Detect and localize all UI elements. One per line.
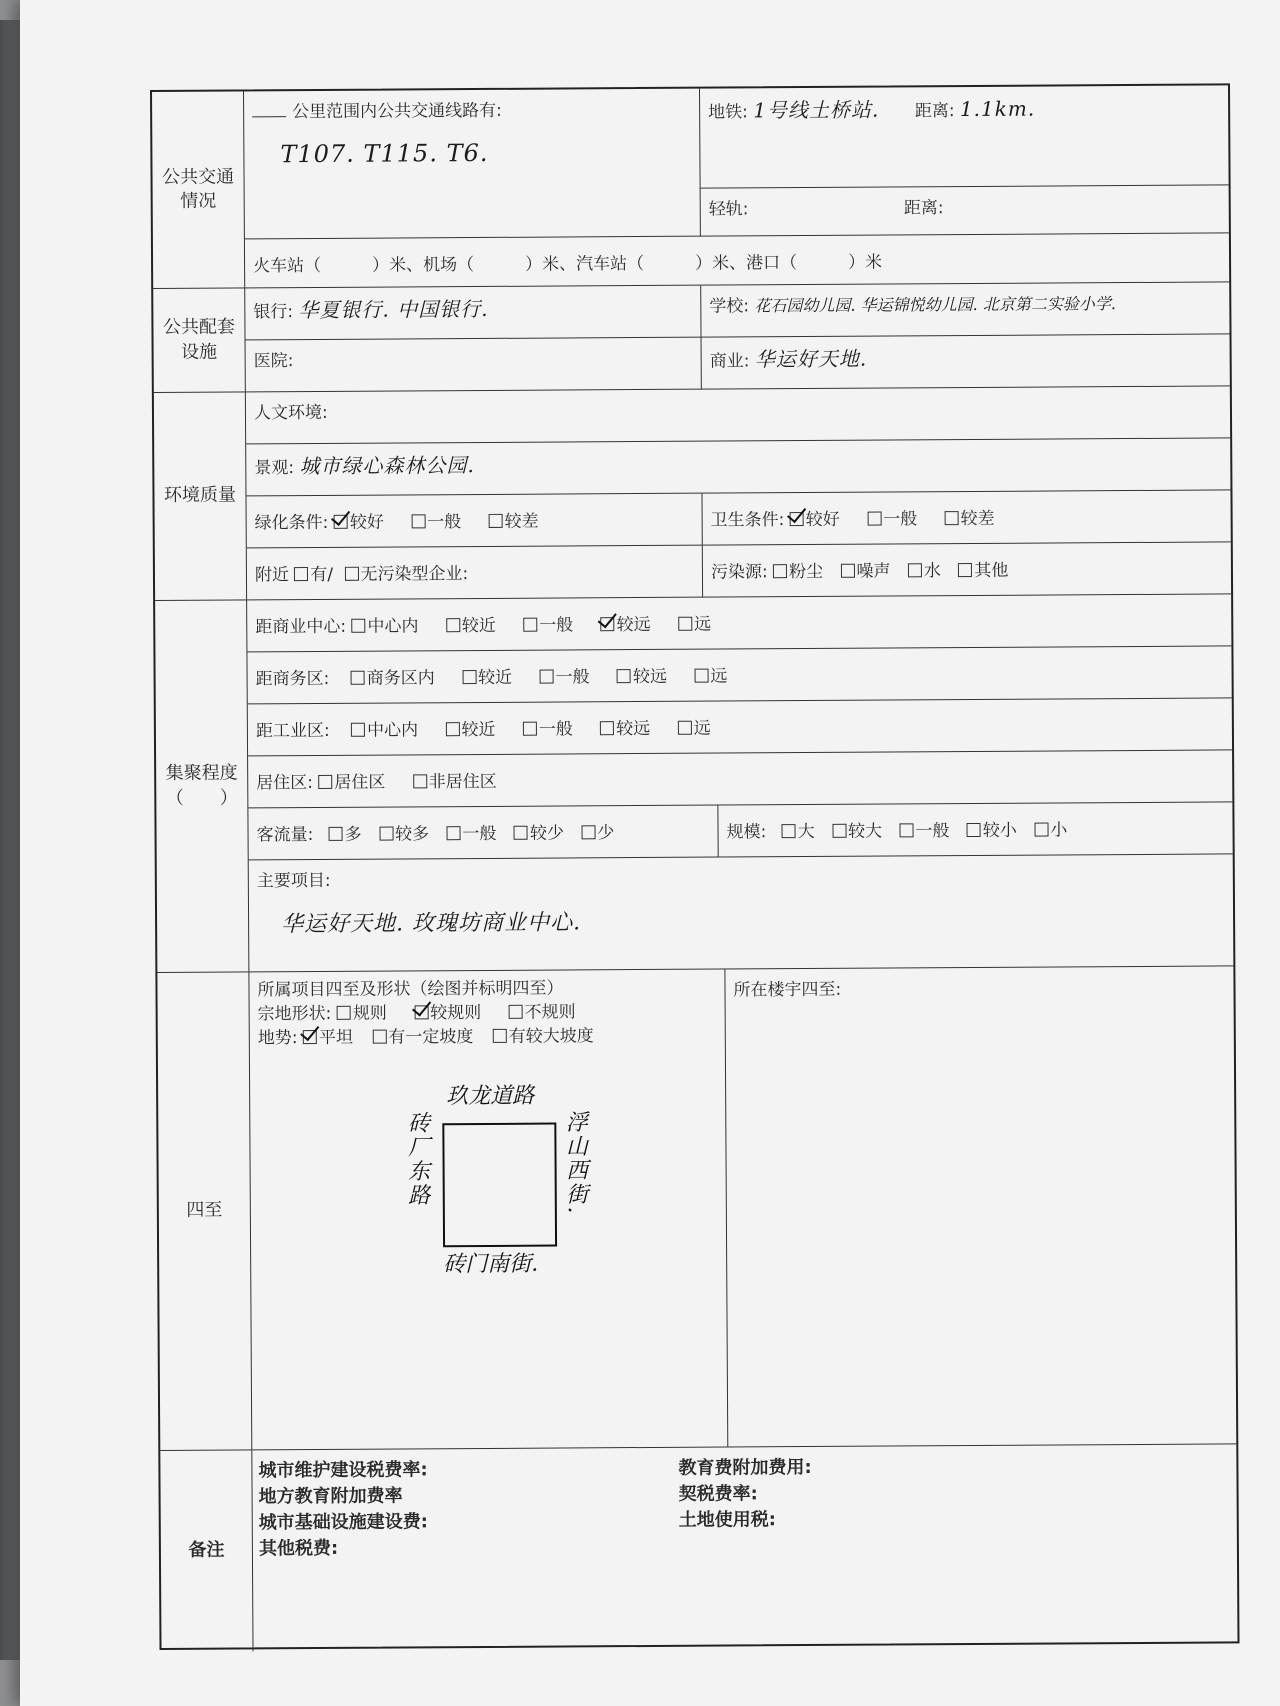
- nearby-option-has[interactable]: 有/: [294, 560, 333, 585]
- checkbox-icon: [351, 723, 365, 737]
- checkbox-icon: [411, 514, 425, 528]
- checkbox-icon: [908, 563, 922, 577]
- greening-option-poor[interactable]: 较差: [489, 507, 539, 532]
- culture-label: 人文环境:: [253, 402, 328, 424]
- business-option[interactable]: 商务区内: [351, 663, 435, 689]
- row-remarks: [160, 1444, 1237, 1652]
- checkbox-icon: [351, 671, 365, 685]
- hospital-label: 医院:: [253, 351, 294, 372]
- row-boundaries: [157, 966, 1236, 1451]
- stations-text: 火车站（ ）米、机场（ ）米、汽车站（ ）米、港口（ ）米: [253, 252, 883, 277]
- hygiene-option-good[interactable]: 较好: [790, 505, 840, 530]
- greening-cell: [246, 494, 702, 549]
- remarks-grid: [252, 1444, 1237, 1651]
- parcel-outline: [442, 1123, 557, 1248]
- checkbox-icon: [413, 774, 427, 788]
- shape-option[interactable]: 规则: [337, 1002, 387, 1026]
- business-district-cell: [247, 646, 1231, 704]
- environment-label: 环境质量: [154, 392, 247, 600]
- light-rail-label: 轻轨:: [708, 199, 749, 220]
- landscape-label: 景观:: [254, 458, 295, 479]
- checkbox-icon: [617, 669, 631, 683]
- survey-form: [150, 83, 1240, 1650]
- facilities-label: 公共配套 设施: [153, 288, 246, 392]
- checkbox-icon: [337, 1006, 351, 1020]
- industrial-district-cell: [248, 698, 1232, 756]
- school-value: 花石园幼儿园. 华运锦悦幼儿园. 北京第二实验小学.: [754, 294, 1116, 316]
- boundaries-label: 四至: [157, 972, 252, 1450]
- remarks-label: 备注: [160, 1450, 253, 1652]
- scale-option[interactable]: 一般: [899, 816, 949, 841]
- business-option[interactable]: 较近: [462, 663, 512, 688]
- traffic-option[interactable]: 多: [329, 820, 362, 845]
- checkbox-icon: [899, 823, 913, 837]
- remark-item: 其他税费:: [258, 1537, 339, 1560]
- row-agglomeration: [155, 594, 1233, 973]
- building-boundaries-label: 所在楼宇四至:: [733, 979, 842, 1001]
- industrial-option[interactable]: 远: [678, 714, 711, 739]
- checkbox-icon: [958, 563, 972, 577]
- remark-item: 契税费率:: [678, 1483, 758, 1505]
- terrain-option-checked[interactable]: 平坦: [303, 1026, 353, 1050]
- bank-cell: [245, 286, 701, 341]
- bus-lines-label: 公里范围内公共交通线路有:: [292, 100, 502, 123]
- scale-option[interactable]: 较小: [967, 816, 1017, 841]
- pollution-option-dust[interactable]: 粉尘: [773, 557, 823, 582]
- nearby-label: 附近: [254, 565, 290, 586]
- greening-label: 绿化条件:: [254, 512, 329, 534]
- business-option[interactable]: 一般: [539, 662, 589, 687]
- residential-option[interactable]: 非居住区: [413, 767, 497, 793]
- remark-item: 地方教育附加费率: [258, 1485, 403, 1508]
- commerce-cell: [702, 334, 1230, 389]
- row-public-facilities: [153, 282, 1230, 393]
- shape-option-checked[interactable]: 较规则: [414, 1001, 481, 1025]
- school-cell: [701, 282, 1229, 337]
- transport-label: 公共交通 情况: [152, 91, 245, 288]
- checkbox-icon: [1034, 823, 1048, 837]
- checkbox-icon: [967, 823, 981, 837]
- checkbox-icon: [581, 825, 595, 839]
- industrial-option[interactable]: 一般: [523, 714, 573, 739]
- building-boundaries-cell: [725, 966, 1236, 1447]
- nearby-cell: [247, 546, 703, 601]
- row-public-transport: [152, 85, 1229, 289]
- metro-value: 1号线土桥站.: [753, 97, 880, 123]
- checkbox-checked-icon: [334, 515, 348, 529]
- residential-option[interactable]: 居住区: [318, 768, 385, 793]
- commerce-label: 商业:: [709, 351, 750, 372]
- commercial-option[interactable]: 一般: [523, 610, 573, 635]
- commercial-option-checked[interactable]: 较远: [601, 610, 651, 635]
- traffic-option[interactable]: 一般: [446, 819, 496, 844]
- landscape-cell: [246, 438, 1230, 496]
- traffic-option[interactable]: 少: [581, 818, 614, 843]
- shape-label: 宗地形状:: [257, 1003, 332, 1025]
- checkbox-icon: [840, 564, 854, 578]
- traffic-label: 客流量:: [256, 825, 314, 846]
- nearby-option-none[interactable]: 无污染型企业:: [344, 559, 468, 585]
- stations-cell: [245, 233, 1229, 288]
- bank-value: 华夏银行. 中国银行.: [298, 296, 489, 323]
- commercial-center-cell: [247, 594, 1231, 652]
- metro-distance-value: 1.1km.: [959, 96, 1036, 122]
- pollution-label: 污染源:: [710, 562, 768, 583]
- checkbox-icon: [379, 827, 393, 841]
- bus-lines-value: T107. T115. T6.: [280, 138, 489, 169]
- scale-option[interactable]: 小: [1034, 815, 1067, 840]
- commercial-center-label: 距商业中心:: [255, 616, 347, 638]
- project-boundaries-cell: [249, 970, 728, 1451]
- greening-option-good[interactable]: 较好: [334, 508, 384, 533]
- checkbox-icon: [945, 511, 959, 525]
- pollution-option-water[interactable]: 水: [908, 556, 941, 581]
- checkbox-icon: [523, 722, 537, 736]
- checkbox-icon: [489, 514, 503, 528]
- scale-label: 规模:: [726, 822, 767, 843]
- hygiene-option-average[interactable]: 一般: [867, 504, 917, 529]
- metro-label: 地铁:: [708, 102, 748, 123]
- remark-item: 土地使用税:: [678, 1509, 777, 1531]
- pollution-option-other[interactable]: 其他: [958, 556, 1008, 581]
- greening-option-average[interactable]: 一般: [411, 507, 461, 532]
- scale-cell: [718, 802, 1232, 857]
- pollution-cell: [703, 542, 1231, 597]
- industrial-option[interactable]: 较远: [600, 714, 650, 739]
- main-projects-cell: [249, 854, 1234, 972]
- bus-lines-cell: [244, 89, 701, 240]
- metro-cell: [700, 85, 1229, 188]
- bank-label: 银行:: [253, 302, 294, 323]
- business-option[interactable]: 远: [694, 661, 727, 686]
- checkbox-checked-icon: [601, 617, 615, 631]
- checkbox-icon: [446, 618, 460, 632]
- west-boundary: 砖厂东路: [404, 1111, 430, 1208]
- light-rail-cell: [701, 185, 1229, 236]
- terrain-option[interactable]: 有较大坡度: [493, 1024, 594, 1049]
- checkbox-icon: [372, 1030, 386, 1044]
- traffic-option[interactable]: 较多: [379, 819, 429, 844]
- hospital-cell: [246, 338, 702, 393]
- traffic-option[interactable]: 较少: [514, 818, 564, 843]
- shape-option[interactable]: 不规则: [509, 1000, 576, 1024]
- commerce-value: 华运好天地.: [754, 346, 868, 372]
- east-boundary: 浮山西街.: [562, 1110, 588, 1216]
- checkbox-checked-icon: [414, 1005, 428, 1019]
- checkbox-icon: [351, 619, 365, 633]
- business-option[interactable]: 较远: [617, 662, 667, 687]
- hygiene-label: 卫生条件:: [710, 510, 785, 531]
- main-projects-label: 主要项目:: [256, 870, 331, 892]
- terrain-label: 地势:: [257, 1028, 298, 1049]
- checkbox-checked-icon: [303, 1030, 317, 1044]
- commercial-option[interactable]: 远: [678, 610, 711, 635]
- terrain-option[interactable]: 有一定坡度: [372, 1025, 473, 1050]
- checkbox-icon: [514, 826, 528, 840]
- remark-item: 城市基础设施建设费:: [258, 1511, 429, 1534]
- remark-item: 城市维护建设税费率:: [258, 1459, 428, 1482]
- checkbox-icon: [493, 1029, 507, 1043]
- pollution-option-noise[interactable]: 噪声: [840, 556, 890, 581]
- checkbox-icon: [782, 824, 796, 838]
- landscape-value: 城市绿心森林公园.: [299, 453, 475, 479]
- commercial-option[interactable]: 较近: [446, 611, 496, 636]
- checkbox-icon: [318, 775, 332, 789]
- checkbox-icon: [678, 617, 692, 631]
- scale-option[interactable]: 大: [782, 817, 815, 842]
- residential-cell: [248, 750, 1232, 808]
- shape-line: [258, 1000, 717, 1027]
- boundaries-title: 所属项目四至及形状（绘图并标明四至）: [257, 978, 564, 1001]
- residential-label: 居住区:: [256, 773, 314, 794]
- industrial-district-label: 距工业区:: [255, 720, 330, 742]
- school-label: 学校:: [709, 296, 750, 317]
- checkbox-icon: [694, 669, 708, 683]
- checkbox-icon: [446, 826, 460, 840]
- checkbox-icon: [678, 721, 692, 735]
- row-environment: [154, 386, 1231, 601]
- checkbox-icon: [773, 564, 787, 578]
- terrain-line: [258, 1024, 717, 1051]
- scale-option[interactable]: 较大: [832, 817, 882, 842]
- hygiene-cell: [702, 490, 1230, 545]
- light-rail-distance-label: 距离:: [903, 198, 944, 219]
- checkbox-icon: [600, 721, 614, 735]
- checkbox-checked-icon: [790, 512, 804, 526]
- business-district-label: 距商务区:: [255, 668, 330, 690]
- checkbox-icon: [867, 512, 881, 526]
- checkbox-icon: [329, 827, 343, 841]
- checkbox-icon: [509, 1005, 523, 1019]
- checkbox-icon: [294, 567, 308, 581]
- agglomeration-label: 集聚程度 （ ）: [155, 600, 249, 972]
- remark-item: 教育费附加费用:: [678, 1456, 812, 1479]
- checkbox-icon: [540, 670, 554, 684]
- traffic-cell: [248, 806, 718, 861]
- checkbox-icon: [445, 722, 459, 736]
- main-projects-value: 华运好天地. 玫瑰坊商业中心.: [281, 910, 582, 938]
- checkbox-icon: [523, 618, 537, 632]
- culture-cell: [246, 386, 1230, 444]
- boundary-sketch: [390, 1080, 631, 1301]
- south-boundary: 砖门南街.: [443, 1251, 539, 1278]
- industrial-option[interactable]: 较近: [445, 715, 495, 740]
- metro-distance-label: 距离:: [914, 101, 955, 122]
- checkbox-icon: [832, 824, 846, 838]
- hygiene-option-poor[interactable]: 较差: [944, 504, 994, 529]
- commercial-option[interactable]: 中心内: [351, 611, 418, 636]
- industrial-option[interactable]: 中心内: [351, 715, 418, 740]
- remarks-right-column: [678, 1452, 1231, 1640]
- remarks-left-column: [258, 1456, 679, 1644]
- checkbox-icon: [344, 567, 358, 581]
- north-boundary: 玖龙道路: [446, 1083, 535, 1110]
- checkbox-icon: [462, 670, 476, 684]
